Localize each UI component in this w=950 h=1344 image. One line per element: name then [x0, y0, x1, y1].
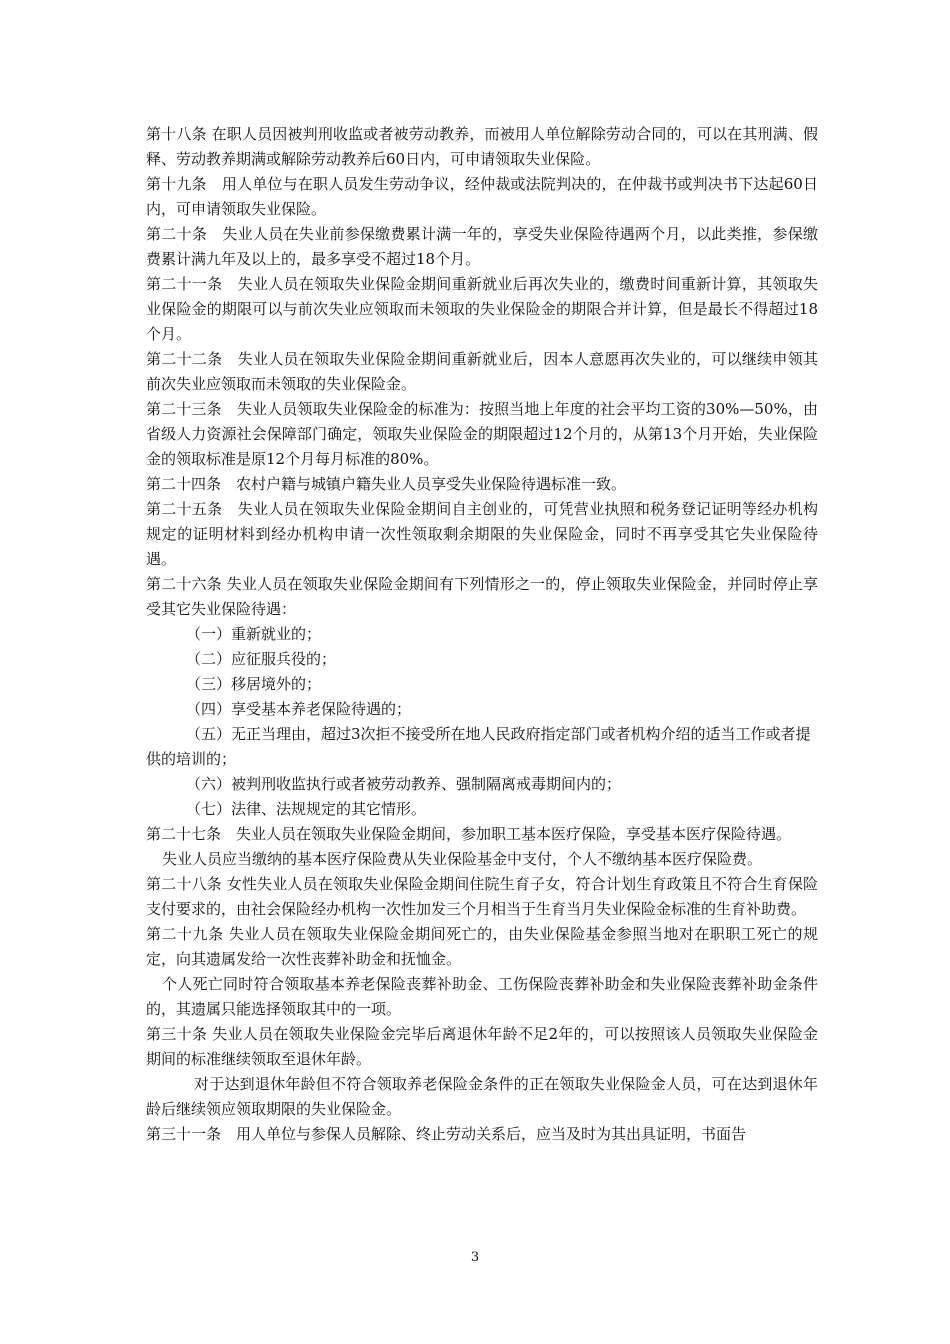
paragraph: 第二十七条 失业人员在领取失业保险金期间，参加职工基本医疗保险，享受基本医疗保险待遇。	[146, 825, 792, 843]
paragraph: 第十九条 用人单位与在职人员发生劳动争议，经仲裁或法院判决的，在仲裁书或判决书下达起60日内，可申请领取失业保险。	[146, 175, 818, 218]
paragraph: 第二十八条 女性失业人员在领取失业保险金期间住院生育子女，符合计划生育政策且不符合生育保险支付要求的，由社会保险经办机构一次性加发三个月相当于生育当月失业保险金标准的生育补助费。	[146, 875, 818, 918]
page-number: 3	[470, 1250, 480, 1265]
paragraph: 第二十五条 失业人员在领取失业保险金期间自主创业的，可凭营业执照和税务登记证明等经办机构规定的证明材料到经办机构申请一次性领取剩余期限的失业保险金，同时不再享受其它失业保险待遇。	[146, 500, 818, 568]
list-item: （一）重新就业的；	[186, 625, 322, 643]
document-body	[146, 122, 818, 1147]
list-item: （四）享受基本养老保险待遇的；	[186, 700, 412, 718]
list-item: （三）移居境外的；	[186, 675, 322, 693]
paragraph: 第二十一条 失业人员在领取失业保险金期间重新就业后再次失业的，缴费时间重新计算，其领取失业保险金的期限可以与前次失业应领取而未领取的失业保险金的期限合并计算，但是最长不得超过18个月。	[146, 275, 818, 343]
paragraph: 第二十四条 农村户籍与城镇户籍失业人员享受失业保险待遇标准一致。	[146, 475, 627, 493]
paragraph: 第三十条 失业人员在领取失业保险金完毕后离退休年龄不足2年的，可以按照该人员领取失业保险金期间的标准继续领取至退休年龄。	[146, 1025, 818, 1068]
paragraph: 个人死亡同时符合领取基本养老保险丧葬补助金、工伤保险丧葬补助金和失业保险丧葬补助金条件的，其遗属只能选择领取其中的一项。	[146, 975, 818, 1018]
paragraph: 对于达到退休年龄但不符合领取养老保险金条件的正在领取失业保险金人员，可在达到退休年龄后继续领应领取期限的失业保险金。	[146, 1075, 818, 1118]
paragraph: 第二十二条 失业人员在领取失业保险金期间重新就业后，因本人意愿再次失业的，可以继续申领其前次失业应领取而未领取的失业保险金。	[146, 350, 818, 393]
list-item: （六）被判刑收监执行或者被劳动教养、强制隔离戒毒期间内的；	[186, 775, 622, 793]
paragraph: 第二十条 失业人员在失业前参保缴费累计满一年的，享受失业保险待遇两个月，以此类推，参保缴费累计满九年及以上的，最多享受不超过18个月。	[146, 225, 818, 268]
list-item: （五）无正当理由，超过3次拒不接受所在地人民政府指定部门或者机构介绍的适当工作或者提供的培训的；	[146, 725, 811, 768]
paragraph: 第二十六条 失业人员在领取失业保险金期间有下列情形之一的，停止领取失业保险金，并同时停止享受其它失业保险待遇：	[146, 575, 818, 618]
list-item: （七）法律、法规规定的其它情形。	[186, 800, 427, 818]
paragraph: 第三十一条 用人单位与参保人员解除、终止劳动关系后，应当及时为其出具证明，书面告	[146, 1125, 747, 1143]
paragraph: 失业人员应当缴纳的基本医疗保险费从失业保险基金中支付，个人不缴纳基本医疗保险费。	[162, 850, 763, 868]
paragraph: 第二十三条 失业人员领取失业保险金的标准为：按照当地上年度的社会平均工资的30%—50%，由省级人力资源社会保障部门确定，领取失业保险金的期限超过12个月的，从第13个月开始，失业保险金的领取标准是原12个月每月标准的80%。	[146, 400, 818, 468]
paragraph: 第十八条 在职人员因被判刑收监或者被劳动教养，而被用人单位解除劳动合同的，可以在其刑满、假释、劳动教养期满或解除劳动教养后60日内，可申请领取失业保险。	[146, 125, 818, 168]
list-item: （二）应征服兵役的；	[186, 650, 337, 668]
paragraph: 第二十九条 失业人员在领取失业保险金期间死亡的，由失业保险基金参照当地对在职职工死亡的规定，向其遗属发给一次性丧葬补助金和抚恤金。	[146, 925, 818, 968]
